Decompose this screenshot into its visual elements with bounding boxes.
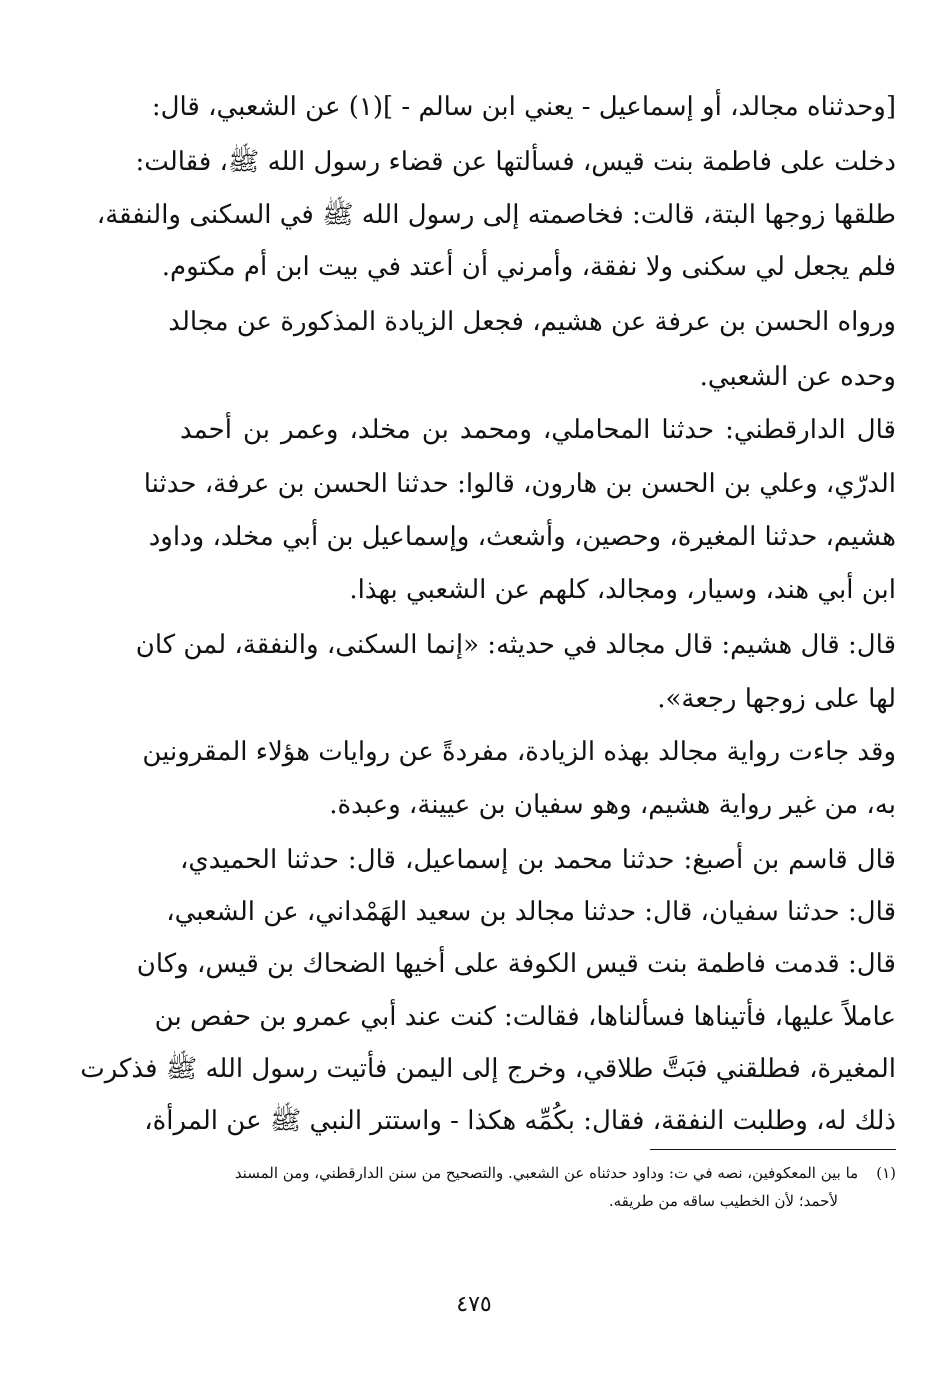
footnote-number: (١)	[876, 1164, 896, 1182]
footnote-text: ما بين المعكوفين، نصه في ت: وداود حدثناه عن الشعبي. والتصحيح من سنن الدارقطني، ومن المسند	[234, 1164, 859, 1182]
text-line: قال الدارقطني: حدثنا المحاملي، ومحمد بن مخلد، وعمر بن أحمد	[180, 415, 896, 445]
text-line: قال: حدثنا سفيان، قال: حدثنا مجالد بن سعيد الهَمْداني، عن الشعبي،	[166, 897, 896, 927]
text-line: عاملاً عليها، فأتيناها فسألناها، فقالت: كنت عند أبي عمرو بن حفص بن	[154, 1002, 896, 1032]
text-line: دخلت على فاطمة بنت قيس، فسألتها عن قضاء رسول الله ﷺ، فقالت:	[135, 147, 896, 177]
page-number: ٤٧٥	[456, 1292, 492, 1317]
text-line: وقد جاءت رواية مجالد بهذه الزيادة، مفردةً عن روايات هؤلاء المقرونين	[142, 737, 896, 767]
footnote-line	[180, 1162, 896, 1184]
text-line: الدرّي، وعلي بن الحسن بن هارون، قالوا: حدثنا الحسن بن عرفة، حدثنا	[143, 469, 896, 499]
text-line: هشيم، حدثنا المغيرة، وحصين، وأشعث، وإسماعيل بن أبي مخلد، وداود	[148, 522, 896, 552]
text-line: وحده عن الشعبي.	[699, 362, 896, 392]
footnote-divider	[650, 1149, 896, 1150]
text-line: لها على زوجها رجعة».	[657, 684, 896, 714]
text-line: فلم يجعل لي سكنى ولا نفقة، وأمرني أن أعتد في بيت ابن أم مكتوم.	[161, 252, 896, 282]
text-line: المغيرة، فطلقني فبَتَّ طلاقي، وخرج إلى اليمن فأتيت رسول الله ﷺ فذكرت	[80, 1054, 896, 1084]
text-line: ورواه الحسن بن عرفة عن هشيم، فجعل الزيادة المذكورة عن مجالد	[168, 307, 896, 337]
footnote-line	[180, 1190, 896, 1212]
text-line: ابن أبي هند، وسيار، ومجالد، كلهم عن الشعبي بهذا.	[349, 575, 896, 605]
footnote-text: لأحمد؛ لأن الخطيب ساقه من طريقه.	[608, 1192, 838, 1210]
text-line: طلقها زوجها البتة، قالت: فخاصمته إلى رسول الله ﷺ في السكنى والنفقة،	[96, 200, 896, 230]
text-line: قال: قدمت فاطمة بنت قيس الكوفة على أخيها الضحاك بن قيس، وكان	[136, 949, 896, 979]
text-line: به، من غير رواية هشيم، وهو سفيان بن عيينة، وعبدة.	[329, 790, 896, 820]
text-line: ذلك له، وطلبت النفقة، فقال: بكُمِّه هكذا - واستتر النبي ﷺ عن المرأة،	[144, 1106, 896, 1136]
text-line: قال قاسم بن أصبغ: حدثنا محمد بن إسماعيل، قال: حدثنا الحميدي،	[180, 845, 896, 875]
text-line: [وحدثناه مجالد، أو إسماعيل - يعني ابن سالم - ](١) عن الشعبي، قال:	[151, 92, 896, 122]
text-line: قال: قال هشيم: قال مجالد في حديثه: «إنما السكنى، والنفقة، لمن كان	[135, 630, 896, 660]
